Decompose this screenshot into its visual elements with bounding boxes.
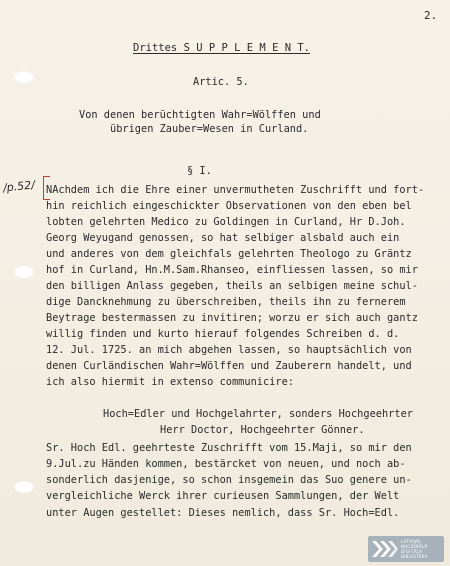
subtitle-line-2: übrigen Zauber=Wesen in Curland. [110, 123, 309, 135]
article-number: Artic. 5. [193, 76, 249, 88]
punch-hole [14, 71, 34, 83]
letter-line: unter Augen gestellet: Dieses nemlich, dass Sr. Hoch=Edl. [46, 507, 400, 519]
body-line: NAchdem ich die Ehre einer unvermutheten Zuschrifft und fort- [46, 184, 425, 196]
subtitle-line-1: Von denen berüchtigten Wahr=Wölffen und [79, 109, 321, 121]
letter-line: 9.Jul.zu Händen kommen, bestärcket von neuen, und noch ab- [46, 458, 406, 470]
page-number: 2. [424, 9, 438, 22]
body-line: hin reichlich eingeschickter Observationen von den eben bel [46, 200, 412, 212]
body-line: denen Curländischen Wahr=Wölffen und Zauberern handelt, und [46, 360, 412, 372]
body-line: hof in Curland, Hn.M.Sam.Rhanseo, einfliessen lassen, so mir [46, 264, 418, 276]
body-line: lobten gelehrten Medico zu Goldingen in Curland, Hr D.Joh. [46, 216, 406, 228]
library-logo-text: LATVIJAS NACIONĀLĀ DIGITĀLĀ BIBLIOTĒKA [401, 539, 428, 559]
body-line: Beytrage bestermassen zu invitiren; worzu er sich auch gantz [46, 312, 418, 324]
library-logo-mark-icon [372, 541, 398, 557]
body-line: und anderes von dem gleichfals gelehrten Theologo zu Gräntz [46, 248, 412, 260]
body-line: den billigen Anlass gegeben, theils an selbigen meine schul- [46, 280, 418, 292]
section-number: § I. [187, 165, 212, 177]
body-line: willig finden und kurto hierauf folgendes Schreiben d. d. [46, 328, 400, 340]
salutation-line-1: Hoch=Edler und Hochgelahrter, sonders Hochgeehrter [103, 408, 413, 420]
punch-hole [14, 481, 34, 493]
letter-line: Sr. Hoch Edl. geehrteste Zuschrifft vom 15.Maji, so mir den [46, 442, 412, 454]
library-logo [368, 536, 444, 562]
letter-line: vergleichliche Werck ihrer curieusen Sammlungen, der Welt [46, 490, 400, 502]
punch-hole [14, 266, 34, 278]
salutation-line-2: Herr Doctor, Hochgeehrter Gönner. [160, 424, 365, 436]
supplement-heading: Drittes S U P P L E M E N T. [133, 42, 311, 54]
margin-annotation: /p.52/ [2, 178, 36, 195]
body-line: dige Dancknehmung zu überschreiben, theils ihn zu fernerem [46, 296, 406, 308]
body-line: 12. Jul. 1725. an mich abgehen lassen, so hauptsächlich von [46, 344, 412, 356]
body-line: Georg Weyugand genossen, so hat selbiger alsbald auch ein [46, 232, 400, 244]
letter-line: sonderlich dasjenige, so schon insgemein das Suo genere un- [46, 474, 412, 486]
body-line: ich also hiermit in extenso communicire: [46, 376, 294, 388]
